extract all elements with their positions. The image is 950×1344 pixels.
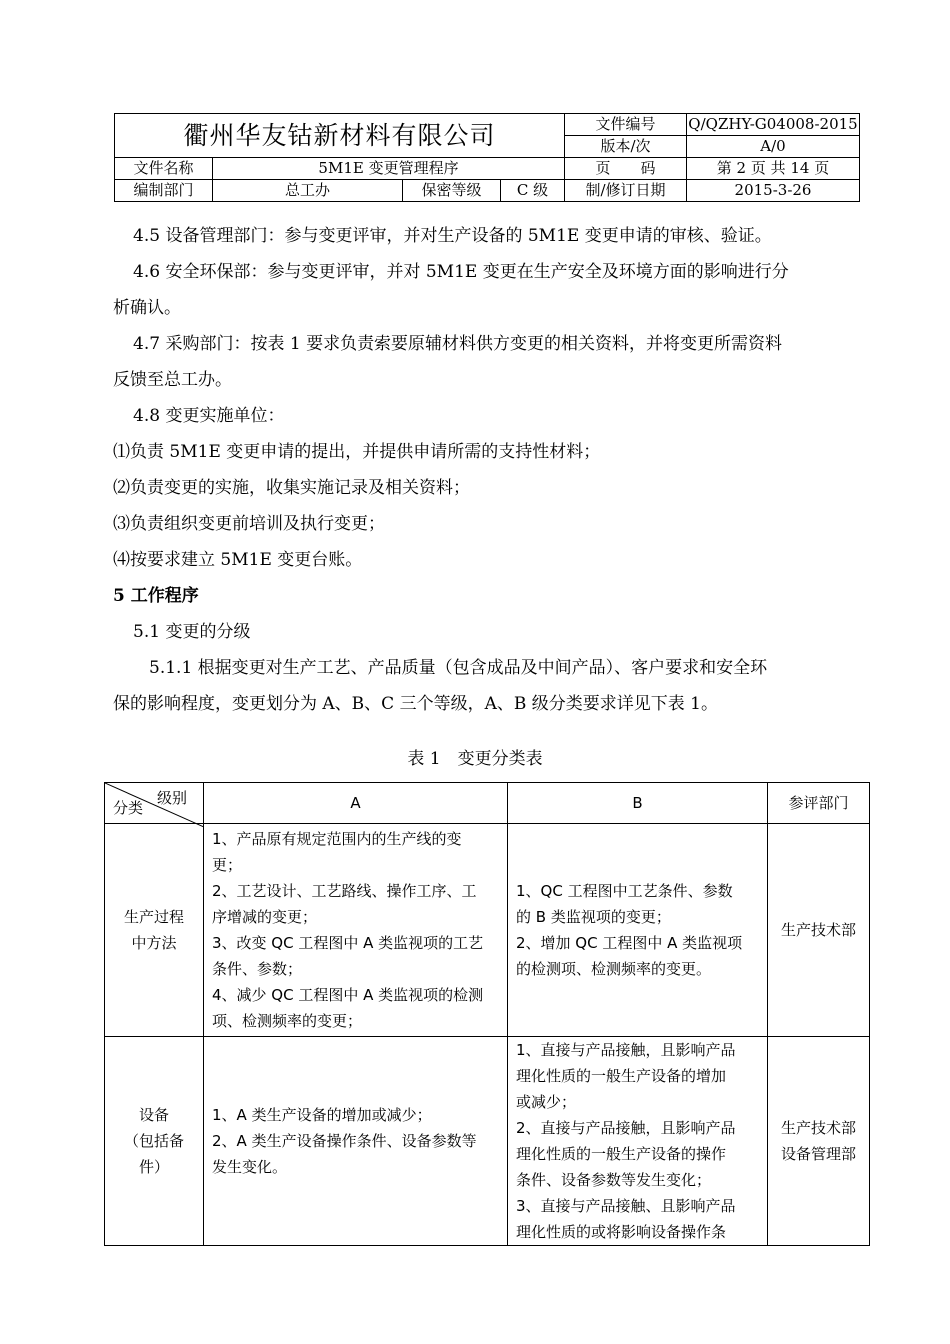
- column-header-a: A: [204, 783, 508, 824]
- column-header-dept: 参评部门: [768, 783, 870, 824]
- column-header-b: B: [508, 783, 768, 824]
- dept: 总工办: [213, 180, 403, 202]
- doc-no: Q/QZHY-G04008-2015: [687, 114, 860, 136]
- row-b-content: 1、QC 工程图中工艺条件、参数 的 B 类监视项的变更； 2、增加 QC 工程图中 A 类监视项 的检测项、检测频率的变更。: [508, 824, 768, 1037]
- document-header: [114, 113, 859, 204]
- version: A/0: [687, 136, 860, 158]
- page-number: 第 2 页 共 14 页: [687, 158, 860, 180]
- section-heading: 5 工作程序: [113, 586, 199, 606]
- doc-no-label: 文件编号: [565, 114, 687, 136]
- paragraph: 析确认。: [113, 298, 181, 318]
- doc-name: 5M1E 变更管理程序: [213, 158, 565, 180]
- date-label: 制/修订日期: [565, 180, 687, 202]
- revision-date: 2015-3-26: [687, 180, 860, 202]
- paragraph: ⑵负责变更的实施，收集实施记录及相关资料；: [113, 478, 470, 498]
- company-name: 衢州华友钴新材料有限公司: [115, 114, 565, 158]
- paragraph: 4.7 采购部门：按表 1 要求负责索要原辅材料供方变更的相关资料，并将变更所需资料: [133, 334, 783, 354]
- row-category: 设备 （包括备 件）: [105, 1037, 204, 1246]
- row-category: 生产过程 中方法: [105, 824, 204, 1037]
- paragraph: 4.8 变更实施单位：: [133, 406, 285, 426]
- name-label: 文件名称: [115, 158, 213, 180]
- secret-label: 保密等级: [403, 180, 501, 202]
- secret-level: C 级: [501, 180, 565, 202]
- row-a-content: 1、A 类生产设备的增加或减少； 2、A 类生产设备操作条件、设备参数等 发生变化。: [204, 1037, 508, 1246]
- table-corner-cell: [105, 783, 204, 824]
- body-text: [113, 218, 858, 722]
- paragraph: ⑷按要求建立 5M1E 变更台账。: [113, 550, 363, 570]
- corner-level-label: 级别: [156, 789, 187, 807]
- row-a-content: 1、产品原有规定范围内的生产线的变 更； 2、工艺设计、工艺路线、操作工序、工 序增减的变更； 3、改变 QC 工程图中 A 类监视项的工艺 条件、参数； 4、减少 QC 工程图中 A 类监视项的检测 项、检测频率的变更；: [204, 824, 508, 1037]
- subsection-heading: 5.1 变更的分级: [133, 622, 251, 642]
- table-row: [105, 824, 870, 1037]
- change-classification-table: [104, 782, 869, 1246]
- paragraph: 4.6 安全环保部：参与变更评审，并对 5M1E 变更在生产安全及环境方面的影响进行分: [133, 262, 789, 282]
- table-row: [105, 1037, 870, 1246]
- page-label: 页 码: [565, 158, 687, 180]
- paragraph: 4.5 设备管理部门：参与变更评审，并对生产设备的 5M1E 变更申请的审核、验证。: [133, 226, 772, 246]
- row-dept: 生产技术部: [768, 824, 870, 1037]
- table-caption: 表 1 变更分类表: [407, 749, 543, 769]
- paragraph: 反馈至总工办。: [113, 370, 232, 390]
- corner-class-label: 分类: [113, 799, 144, 817]
- paragraph: ⑴负责 5M1E 变更申请的提出，并提供申请所需的支持性材料；: [113, 442, 601, 462]
- paragraph: ⑶负责组织变更前培训及执行变更；: [113, 514, 385, 534]
- row-dept: 生产技术部 设备管理部: [768, 1037, 870, 1246]
- row-b-content: 1、直接与产品接触，且影响产品 理化性质的一般生产设备的增加 或减少； 2、直接与产品接触，且影响产品 理化性质的一般生产设备的操作 条件、设备参数等发生变化； 3、直接与产品接触、且影响产品 理化性质的或将影响设备操作条: [508, 1037, 768, 1246]
- paragraph: 保的影响程度，变更划分为 A、B、C 三个等级，A、B 级分类要求详见下表 1。: [113, 694, 718, 714]
- dept-label: 编制部门: [115, 180, 213, 202]
- paragraph: 5.1.1 根据变更对生产工艺、产品质量（包含成品及中间产品）、客户要求和安全环: [149, 658, 768, 678]
- version-label: 版本/次: [565, 136, 687, 158]
